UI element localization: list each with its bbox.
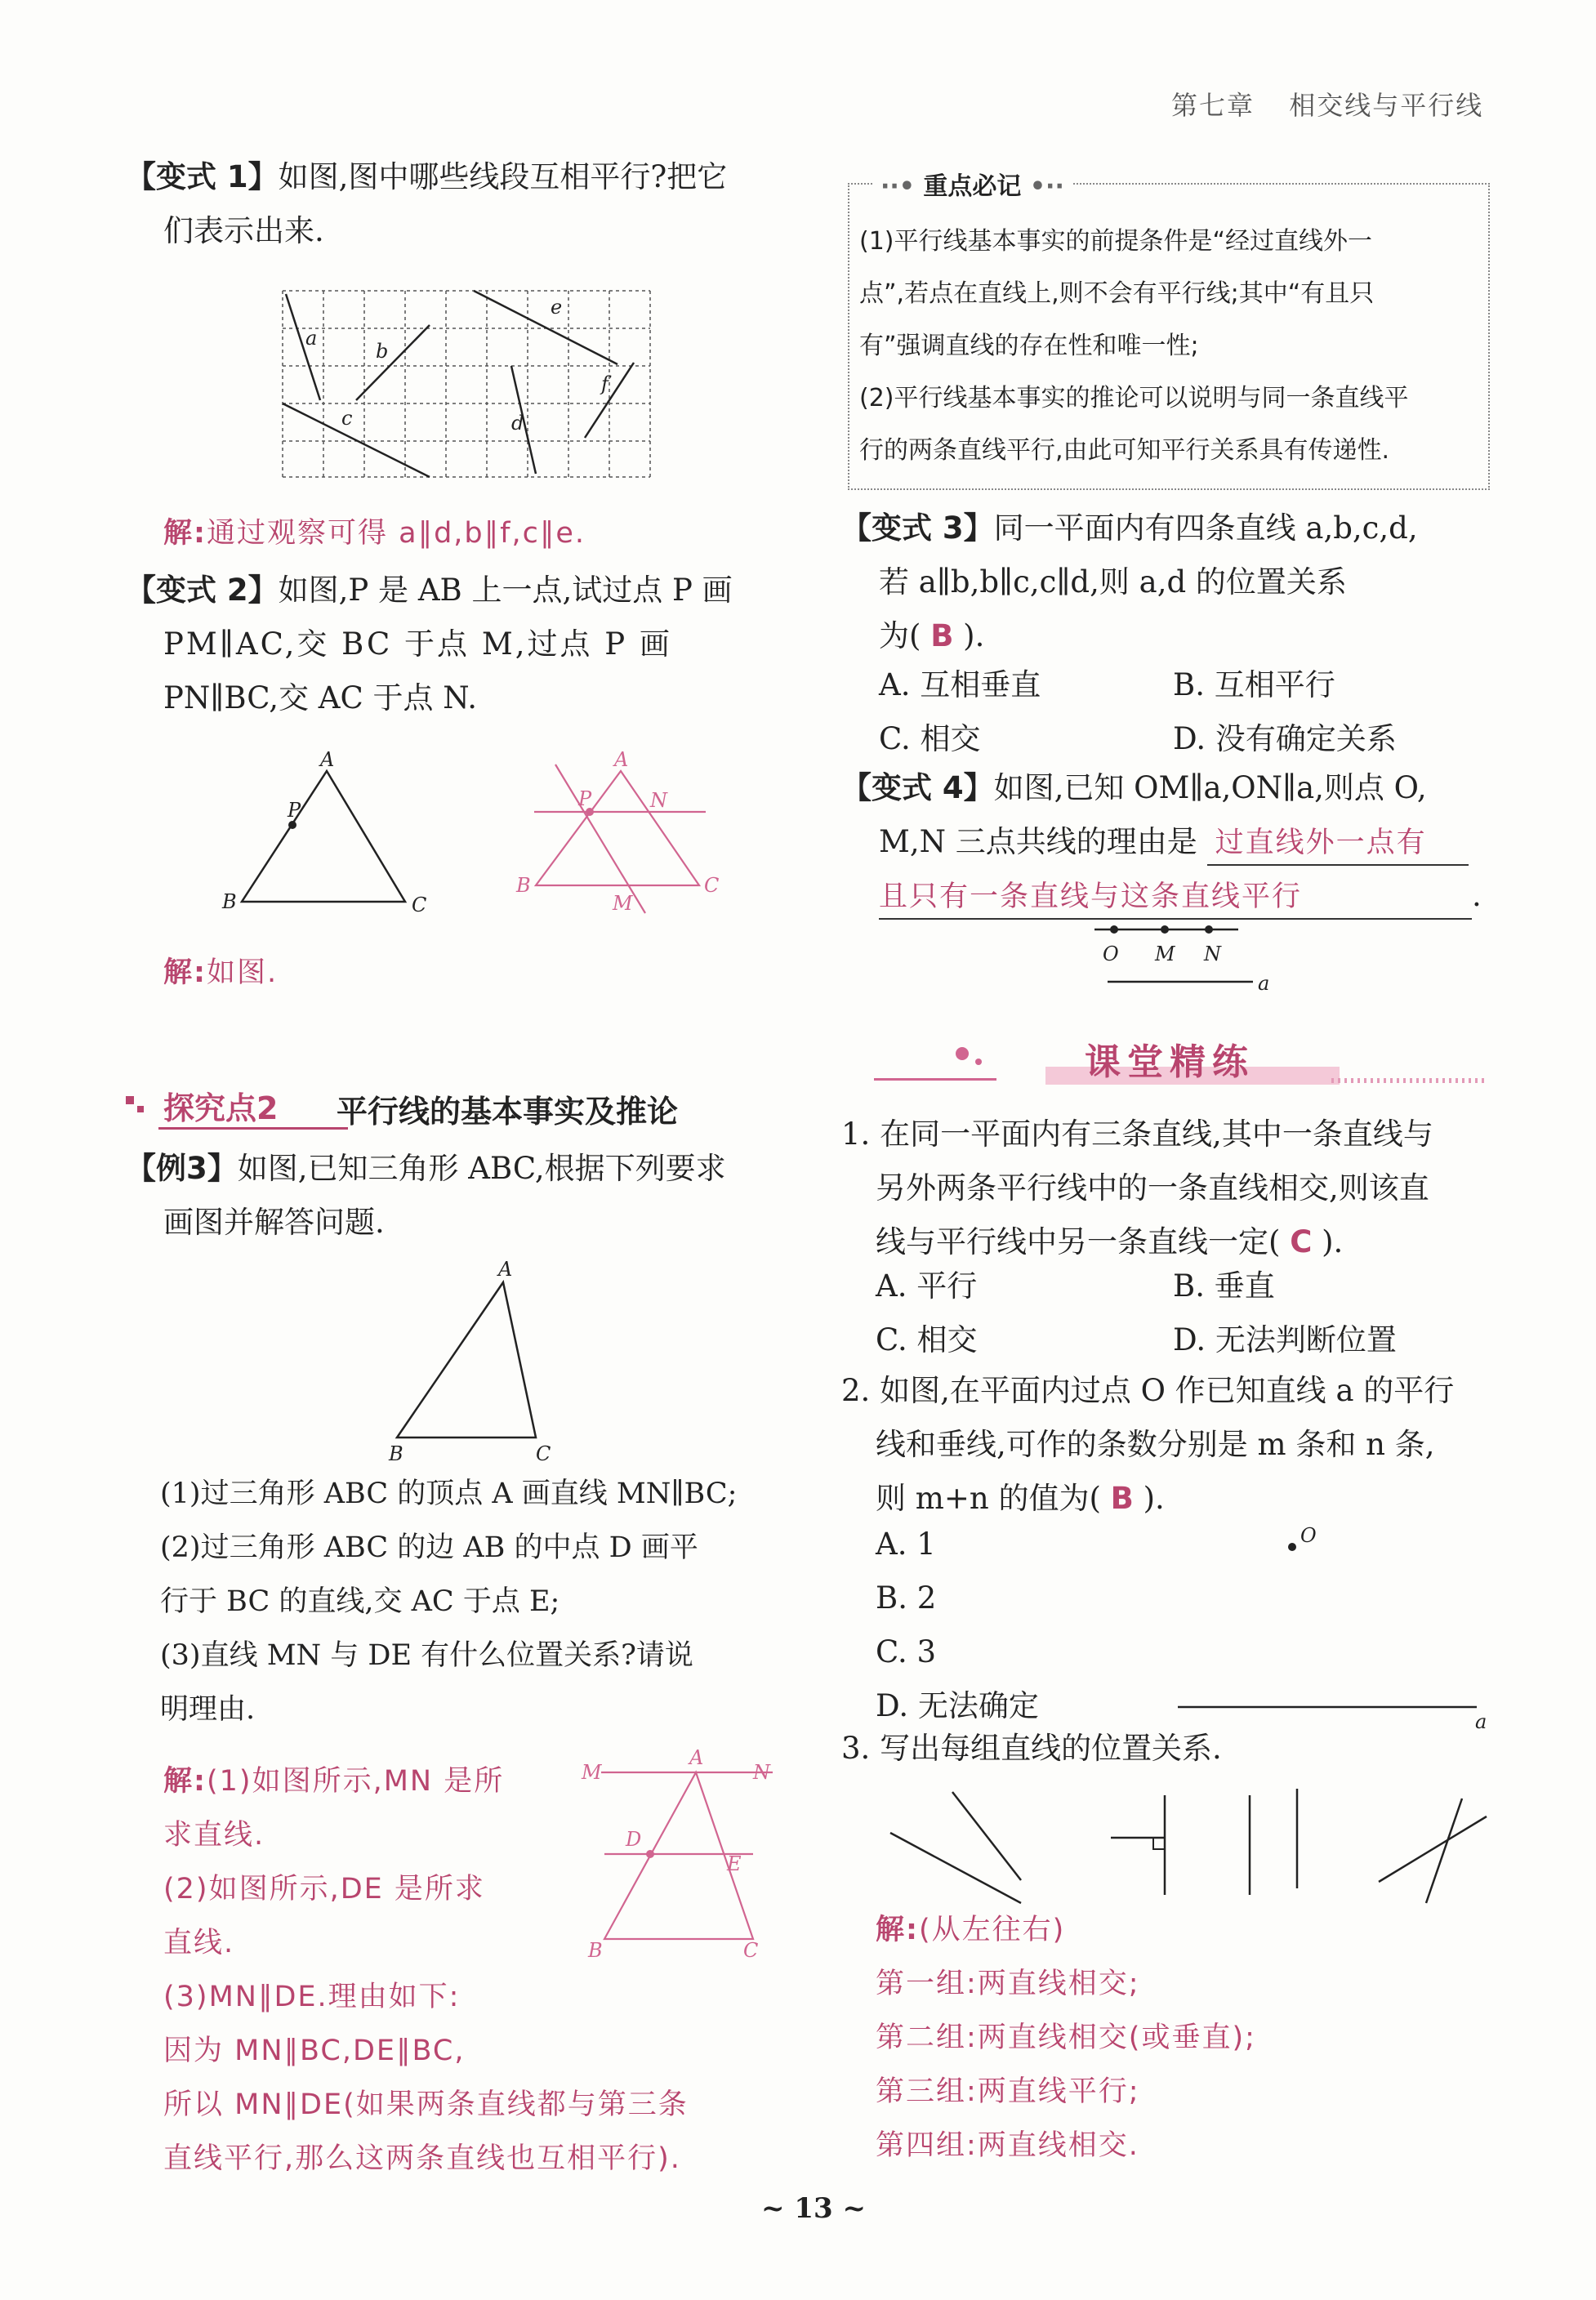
practice-2-answer: B [1110, 1481, 1134, 1516]
tri3-label-b: B [389, 1442, 403, 1462]
practice-1-bracket-close: ). [1322, 1224, 1344, 1259]
omn-collinear-figure [1086, 915, 1282, 996]
practice-2-question [841, 1364, 1495, 1526]
solution-label: 解: [163, 1765, 207, 1798]
oa-label-o: O [1300, 1524, 1317, 1547]
variant-4-fill-2: 且只有一条直线与这条直线平行 [879, 876, 1472, 920]
tri4-label-e: E [727, 1852, 742, 1875]
banner-line-left [874, 1078, 996, 1081]
variant-3-tag: 【变式 3】 [841, 510, 994, 546]
tri2-label-n: N [650, 789, 667, 812]
practice-3-group1: 第一组:两直线相交; [876, 1968, 1140, 2000]
omn-label-o: O [1103, 943, 1119, 965]
variant-2-line2: PM∥AC,交 BC 于点 M,过点 P 画 [163, 626, 672, 662]
key-title-dots: ··• [880, 172, 924, 201]
line-pairs-figure [882, 1781, 1503, 1911]
example-3-part1: (1)过三角形 ABC 的顶点 A 画直线 MN∥BC; [160, 1478, 738, 1510]
variant-1-tag: 【变式 1】 [126, 159, 279, 194]
practice-1-options-left [876, 1259, 1145, 1367]
tri4-label-m: M [582, 1761, 602, 1784]
example-3-tag: 【例3】 [126, 1151, 238, 1186]
solution-label: 解: [876, 1914, 919, 1946]
practice-3-solution [876, 1903, 1496, 2173]
grid-label-a: a [305, 327, 318, 350]
grid-label-b: b [376, 340, 389, 363]
tri3-label-a: A [498, 1258, 513, 1281]
solution-3b: 因为 MN∥BC,DE∥BC, [163, 2035, 466, 2067]
solution-1b: 求直线. [163, 1819, 265, 1852]
tri4-label-c: C [743, 1939, 759, 1960]
option-b: B. 垂直 [1173, 1268, 1275, 1304]
section-underline [158, 1127, 348, 1130]
section-dot [137, 1106, 144, 1112]
banner-dot [956, 1047, 969, 1060]
key-title-text: 重点必记 [923, 172, 1022, 201]
option-b: B. 2 [876, 1580, 937, 1616]
tri4-label-d: D [626, 1828, 642, 1851]
solution-2b: 直线. [163, 1927, 235, 1959]
page-header [1171, 85, 1483, 123]
variant-1-answer: 通过观察可得 a∥d,b∥f,c∥e. [207, 517, 586, 550]
solution-2a: (2)如图所示,DE 是所求 [163, 1873, 485, 1906]
practice-3-group4: 第四组:两直线相交. [876, 2129, 1139, 2162]
tri2-label-c: C [704, 874, 720, 897]
variant-2-line1: 如图,P 是 AB 上一点,试过点 P 画 [278, 573, 733, 608]
variant-2-question [126, 564, 796, 725]
triangle-mnde-figure [580, 1748, 792, 1960]
tri1-label-p: P [288, 799, 301, 822]
solution-label: 解: [163, 956, 207, 989]
triangle-p-figures [212, 751, 735, 931]
variant-3-question [841, 501, 1495, 663]
option-d: D. 无法确定 [876, 1688, 1039, 1723]
example-3-part3a: (3)直线 MN 与 DE 有什么位置关系?请说 [160, 1639, 693, 1672]
practice-2-options [876, 1518, 1170, 1733]
option-d: D. 没有确定关系 [1173, 721, 1397, 756]
tri4-label-b: B [588, 1939, 603, 1960]
tri2-label-b: B [516, 874, 531, 897]
chapter-title: 相交线与平行线 [1289, 90, 1484, 121]
solution-3d: 直线平行,那么这两条直线也互相平行). [163, 2142, 681, 2175]
example-3-question [126, 1142, 796, 1250]
option-b: B. 互相平行 [1173, 667, 1335, 702]
practice-2-bracket-close: ). [1143, 1481, 1165, 1516]
banner-dot [975, 1059, 982, 1065]
variant-3-line2: 若 a∥b,b∥c,c∥d,则 a,d 的位置关系 [879, 564, 1347, 600]
variant-3-line1: 同一平面内有四条直线 a,b,c,d, [993, 510, 1418, 546]
tri2-label-m: M [613, 892, 633, 915]
grid-label-c: c [341, 407, 353, 430]
grid-label-d: d [511, 412, 524, 435]
variant-4-line2: M,N 三点共线的理由是 [879, 824, 1197, 859]
omn-label-n: N [1204, 943, 1221, 965]
practice-banner [874, 1031, 1495, 1096]
practice-2-line3: 则 m+n 的值为( [876, 1481, 1101, 1516]
option-c: C. 相交 [879, 721, 981, 756]
tri4-label-n: N [753, 1761, 770, 1784]
variant-4-fill-1: 过直线外一点有 [1207, 822, 1469, 866]
option-c: C. 3 [876, 1634, 937, 1669]
omn-label-a: a [1258, 972, 1270, 995]
example-3-part2a: (2)过三角形 ABC 的边 AB 的中点 D 画平 [160, 1531, 698, 1564]
solution-3c: 所以 MN∥DE(如果两条直线都与第三条 [163, 2088, 689, 2121]
section-heading [126, 1078, 779, 1135]
tri1-label-a: A [320, 751, 335, 771]
key-points-title [872, 166, 1072, 202]
variant-4-question [841, 761, 1495, 923]
variant-3-options-left [879, 658, 1148, 766]
variant-2-line3: PN∥BC,交 AC 于点 N. [163, 680, 478, 715]
practice-3-group3: 第三组:两直线平行; [876, 2075, 1140, 2108]
key-line2: 点”,若点在直线上,则不会有平行线;其中“有且只 [859, 279, 1375, 308]
key-line4: (2)平行线基本事实的推论可以说明与同一条直线平 [859, 384, 1409, 412]
variant-1-line1: 如图,图中哪些线段互相平行?把它 [278, 159, 728, 194]
section-title: 平行线的基本事实及推论 [337, 1094, 679, 1130]
variant-1-solution [163, 506, 586, 560]
practice-3-note: (从左往右) [919, 1914, 1066, 1946]
variant-2-answer: 如图. [207, 956, 279, 989]
solution-3a: (3)MN∥DE.理由如下: [163, 1981, 461, 2013]
practice-title: 课堂精练 [1085, 1041, 1255, 1083]
tri1-label-b: B [222, 890, 237, 913]
option-d: D. 无法判断位置 [1173, 1322, 1397, 1357]
page-number: ~ 13 ~ [761, 2192, 866, 2225]
option-a: A. 互相垂直 [879, 667, 1041, 702]
tri1-label-c: C [412, 894, 427, 916]
chapter-label: 第七章 [1171, 90, 1255, 121]
tri2-label-p: P [578, 787, 592, 810]
variant-1-question [126, 150, 796, 258]
practice-2-line1: 2. 如图,在平面内过点 O 作已知直线 a 的平行 [841, 1373, 1455, 1408]
variant-4-line1: 如图,已知 OM∥a,ON∥a,则点 O, [993, 770, 1427, 805]
tri3-label-c: C [536, 1442, 551, 1462]
practice-3-group2: 第二组:两直线相交(或垂直); [876, 2021, 1256, 2054]
example-3-line2: 画图并解答问题. [163, 1205, 385, 1240]
variant-1-line2: 们表示出来. [163, 213, 324, 248]
example-3-parts [160, 1467, 805, 1736]
variant-3-answer: B [930, 618, 954, 653]
key-line3: 有”强调直线的存在性和唯一性; [859, 332, 1199, 360]
triangle-abc-figure [376, 1258, 572, 1462]
variant-3-options-right [1173, 658, 1491, 766]
option-a: A. 平行 [876, 1268, 978, 1304]
key-line1: (1)平行线基本事实的前提条件是“经过直线外一 [859, 227, 1373, 256]
practice-1-line1: 1. 在同一平面内有三条直线,其中一条直线与 [841, 1117, 1433, 1152]
variant-2-tag: 【变式 2】 [126, 573, 279, 608]
example-3-line1: 如图,已知三角形 ABC,根据下列要求 [237, 1151, 726, 1186]
variant-4-tag: 【变式 4】 [841, 770, 994, 805]
practice-1-line3: 线与平行线中另一条直线一定( [876, 1224, 1281, 1259]
key-points-text [859, 216, 1488, 477]
key-title-dots: •·· [1021, 172, 1064, 201]
solution-1a: (1)如图所示,MN 是所 [207, 1765, 505, 1798]
tri2-label-a: A [614, 751, 629, 771]
section-dot [126, 1096, 134, 1104]
practice-3-question [841, 1722, 1495, 1776]
practice-1-answer: C [1290, 1224, 1313, 1259]
variant-3-bracket-close: ). [963, 618, 985, 653]
example-3-part3b: 明理由. [160, 1693, 256, 1726]
variant-4-end: . [1472, 878, 1482, 913]
grid-label-e: e [551, 296, 563, 319]
solution-label: 解: [163, 517, 207, 550]
omn-label-m: M [1155, 943, 1175, 965]
oa-label-a: a [1475, 1710, 1487, 1733]
option-a: A. 1 [876, 1527, 936, 1562]
example-3-part2b: 行于 BC 的直线,交 AC 于点 E; [160, 1585, 560, 1618]
banner-hatch [1331, 1078, 1487, 1083]
variant-3-bracket-open: 为( [879, 618, 921, 653]
practice-1-options-right [1173, 1259, 1491, 1367]
variant-2-solution [163, 946, 278, 1000]
tri4-label-a: A [689, 1748, 704, 1769]
section-badge: 探究点2 [163, 1090, 279, 1126]
grid-segments-figure [278, 286, 662, 482]
option-c: C. 相交 [876, 1322, 978, 1357]
grid-label-f: f [601, 372, 609, 395]
practice-3-line: 3. 写出每组直线的位置关系. [841, 1731, 1222, 1766]
point-o-line-a-figure [1168, 1519, 1495, 1740]
practice-2-line2: 线和垂线,可作的条数分别是 m 条和 n 条, [876, 1427, 1435, 1462]
practice-1-line2: 另外两条平行线中的一条直线相交,则该直 [876, 1170, 1429, 1206]
practice-1-question [841, 1108, 1495, 1269]
key-line5: 行的两条直线平行,由此可知平行关系具有传递性. [859, 436, 1390, 465]
